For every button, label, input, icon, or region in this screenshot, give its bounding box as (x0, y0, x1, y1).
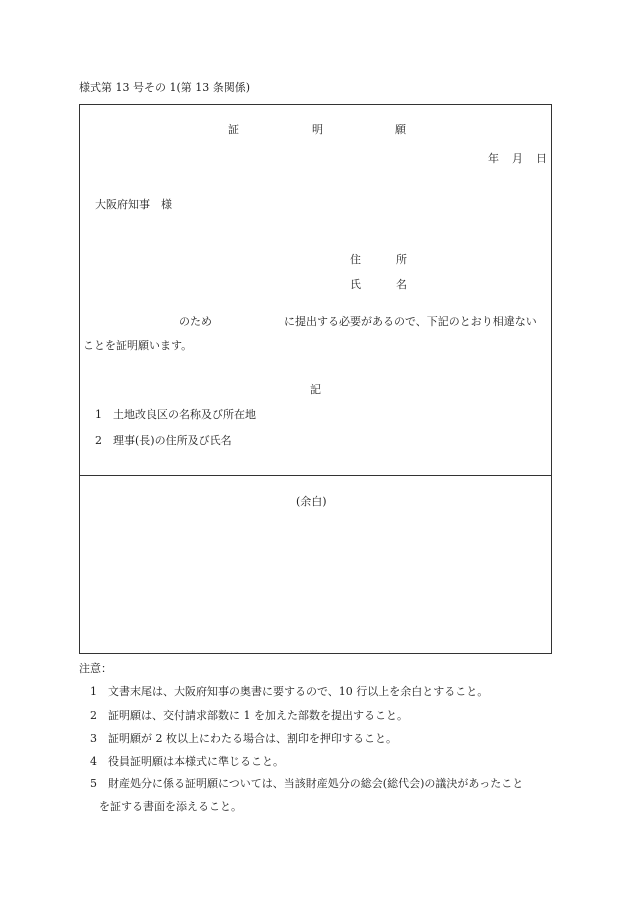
note-text: 証明願が 2 枚以上にわたる場合は、割印を押印すること。 (108, 732, 397, 745)
note-number: 2 (90, 709, 97, 722)
date-month: 月 (512, 152, 523, 165)
name-label-1: 氏 (350, 278, 361, 291)
note-item (90, 686, 488, 697)
addressee: 大阪府知事 様 (95, 198, 172, 211)
note-text: 役員証明願は本様式に準じること。 (108, 755, 284, 768)
note-item (90, 733, 397, 744)
title-char-2: 明 (312, 123, 323, 136)
purpose-text: のため (179, 315, 212, 328)
note-item (90, 710, 408, 721)
note-item (90, 778, 523, 789)
note-number: 1 (90, 685, 97, 698)
note-item (90, 756, 284, 767)
note-number: 4 (90, 755, 97, 768)
item-text: 土地改良区の名称及び所在地 (113, 408, 256, 421)
title-char-3: 願 (395, 123, 406, 136)
list-item (95, 409, 256, 420)
item-number: 2 (95, 434, 102, 447)
note-text: 財産処分に係る証明願については、当該財産処分の総会(総代会)の議決があったこと (108, 777, 524, 790)
form-label: 様式第 13 号その 1(第 13 条関係) (79, 81, 251, 94)
blank-marker: (余白) (296, 495, 327, 508)
submission-text: に提出する必要があるので、下記のとおり相違ない (284, 315, 537, 328)
date-year: 年 (488, 152, 499, 165)
item-number: 1 (95, 408, 102, 421)
list-item (95, 435, 232, 446)
note-text: 文書末尾は、大阪府知事の奥書に要するので、10 行以上を余白とすること。 (108, 685, 489, 698)
address-label-1: 住 (350, 253, 361, 266)
note-text: 証明願は、交付請求部数に 1 を加えた部数を提出すること。 (108, 709, 408, 722)
address-label-2: 所 (396, 253, 407, 266)
note-number: 3 (90, 732, 97, 745)
name-label-2: 名 (396, 278, 407, 291)
note-number: 5 (90, 777, 97, 790)
item-text: 理事(長)の住所及び氏名 (113, 434, 232, 447)
ki-heading: 記 (310, 383, 321, 396)
date-day: 日 (536, 152, 547, 165)
title-char-1: 証 (228, 123, 239, 136)
note-item-continuation: を証する書面を添えること。 (99, 800, 242, 813)
certification-text: ことを証明願います。 (83, 339, 193, 352)
notes-title: 注意： (79, 662, 112, 675)
